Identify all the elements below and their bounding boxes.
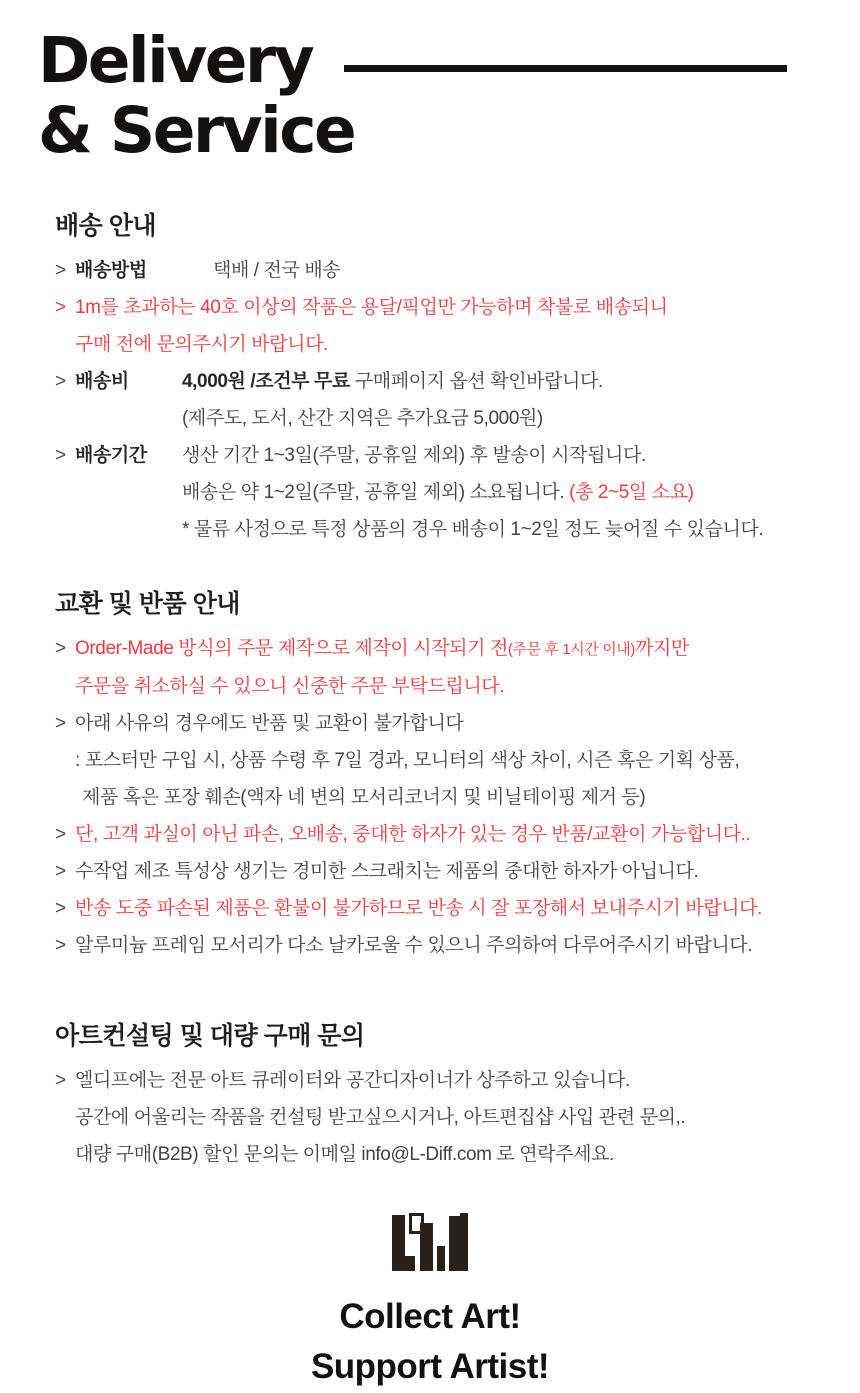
info-row — [55, 474, 820, 511]
info-row — [55, 779, 820, 816]
text-segment: 주문을 취소하실 수 있으니 신중한 주문 부탁드립니다. — [75, 676, 505, 697]
text-segment: 구매 전에 문의주시기 바랍니다. — [75, 334, 328, 355]
text-segment: 생산 기간 1~3일(주말, 공휴일 제외) 후 발송이 시작됩니다. — [182, 445, 646, 466]
info-row — [55, 289, 820, 326]
page-header — [0, 0, 860, 166]
text-segment: (주문 후 1시간 이내) — [507, 641, 635, 658]
bullet-arrow: > — [55, 445, 66, 466]
info-row — [55, 853, 820, 890]
info-row — [55, 705, 820, 742]
bullet-arrow: > — [55, 861, 66, 882]
title-row — [38, 26, 860, 96]
text-segment: * 물류 사정으로 특정 상품의 경우 배송이 1~2일 정도 늦어질 수 있습니다. — [182, 519, 764, 540]
row-text — [75, 630, 689, 668]
info-row — [55, 1136, 820, 1173]
row-text — [182, 437, 646, 474]
slogan-line1: Collect Art! — [339, 1297, 521, 1336]
info-row — [55, 400, 820, 437]
info-row — [55, 1099, 820, 1136]
info-row — [55, 927, 820, 964]
text-segment: 수작업 제조 특성상 생기는 경미한 스크래치는 제품의 중대한 하자가 아닙니다. — [75, 861, 699, 882]
bullet-arrow: > — [55, 371, 66, 392]
info-content — [0, 210, 860, 1173]
bullet-arrow: > — [55, 824, 66, 845]
row-label: 배송비 — [75, 371, 129, 392]
section-art-consulting-info — [55, 1020, 820, 1173]
text-segment: 대량 구매(B2B) 할인 문의는 이메일 info@L-Diff.com 로 연락주세요. — [75, 1144, 614, 1165]
bullet-arrow: > — [55, 297, 66, 318]
info-row — [55, 437, 820, 474]
ldiff-logo-icon — [392, 1213, 468, 1271]
text-segment: : 포스터만 구입 시, 상품 수령 후 7일 경과, 모니터의 색상 차이, 시즌 혹은 기획 상품, — [75, 750, 740, 771]
info-row — [55, 630, 820, 668]
section-heading: 배송 안내 — [55, 212, 157, 240]
text-segment: 알루미늄 프레임 모서리가 다소 날카로울 수 있으니 주의하여 다루어주시기 바랍니다. — [75, 935, 753, 956]
text-segment: 반송 도중 파손된 제품은 환불이 불가하므로 반송 시 잘 포장해서 보내주시기 바랍니다. — [75, 898, 762, 919]
text-segment: 구매페이지 옵션 확인바랍니다. — [349, 371, 603, 392]
bullet-arrow: > — [55, 1070, 66, 1091]
text-segment: (총 2~5일 소요) — [569, 482, 694, 503]
bullet-arrow: > — [55, 638, 66, 659]
info-row — [55, 363, 820, 400]
row-text — [75, 1136, 614, 1173]
text-segment: 아래 사유의 경우에도 반품 및 교환이 불가합니다 — [75, 713, 464, 734]
row-text — [182, 363, 603, 400]
text-segment: 1m를 초과하는 40호 이상의 작품은 용달/픽업만 가능하며 착불로 배송되니 — [75, 297, 668, 318]
row-text — [75, 853, 698, 890]
section-exchange-return-info — [55, 588, 820, 964]
info-row — [55, 252, 820, 289]
row-text — [182, 474, 694, 511]
text-segment: 단, 고객 과실이 아닌 파손, 오배송, 중대한 하자가 있는 경우 반품/교환이 가능합니다.. — [75, 824, 751, 845]
info-row — [55, 742, 820, 779]
bullet-arrow: > — [55, 898, 66, 919]
row-text — [75, 705, 463, 742]
text-segment: 배송은 약 1~2일(주말, 공휴일 제외) 소요됩니다. — [182, 482, 570, 503]
row-text — [75, 1062, 630, 1099]
info-row — [55, 890, 820, 927]
row-label: 배송기간 — [75, 445, 147, 466]
text-segment: 택배 / 전국 배송 — [213, 260, 341, 281]
row-text — [75, 927, 752, 964]
bullet-arrow: > — [55, 935, 66, 956]
page-title-line1: Delivery — [38, 24, 313, 97]
info-row — [55, 326, 820, 363]
page-footer — [0, 1213, 860, 1392]
row-text — [75, 326, 328, 363]
row-text — [182, 400, 543, 437]
slogan-line2: Support Artist! — [310, 1347, 550, 1386]
section-rows — [55, 1062, 820, 1173]
info-row — [55, 1062, 820, 1099]
text-segment: (제주도, 도서, 산간 지역은 추가요금 5,000원) — [182, 408, 543, 429]
info-row — [55, 511, 820, 548]
bullet-arrow: > — [55, 260, 66, 281]
text-segment: 까지만 — [635, 638, 689, 659]
text-segment: 4,000원 /조건부 무료 — [182, 371, 350, 392]
row-text — [75, 890, 762, 927]
row-text — [75, 816, 750, 853]
title-rule — [344, 65, 787, 72]
info-row — [55, 668, 820, 705]
row-text — [213, 252, 340, 289]
text-segment: Order-Made 방식의 주문 제작으로 제작이 시작되기 전 — [75, 638, 508, 659]
row-text — [82, 779, 645, 816]
section-heading: 아트컨설팅 및 대량 구매 문의 — [55, 1022, 365, 1050]
row-text — [75, 668, 504, 705]
info-row — [55, 816, 820, 853]
row-label: 배송방법 — [75, 260, 147, 281]
section-shipping-info — [55, 210, 820, 548]
row-text — [75, 289, 668, 326]
text-segment: 공간에 어울리는 작품을 컨설팅 받고싶으시거나, 아트편집샵 사입 관련 문의,. — [75, 1107, 686, 1128]
page-title-line2: & Service — [38, 94, 355, 167]
section-heading: 교환 및 반품 안내 — [55, 590, 240, 618]
row-text — [75, 1099, 685, 1136]
text-segment: 제품 혹은 포장 훼손(액자 네 변의 모서리코너지 및 비닐테이핑 제거 등) — [82, 787, 646, 808]
section-rows — [55, 630, 820, 964]
text-segment: 엘디프에는 전문 아트 큐레이터와 공간디자이너가 상주하고 있습니다. — [75, 1070, 630, 1091]
row-text — [75, 742, 739, 779]
row-text — [182, 511, 763, 548]
section-rows — [55, 252, 820, 548]
bullet-arrow: > — [55, 713, 66, 734]
brand-slogan — [0, 1292, 860, 1392]
